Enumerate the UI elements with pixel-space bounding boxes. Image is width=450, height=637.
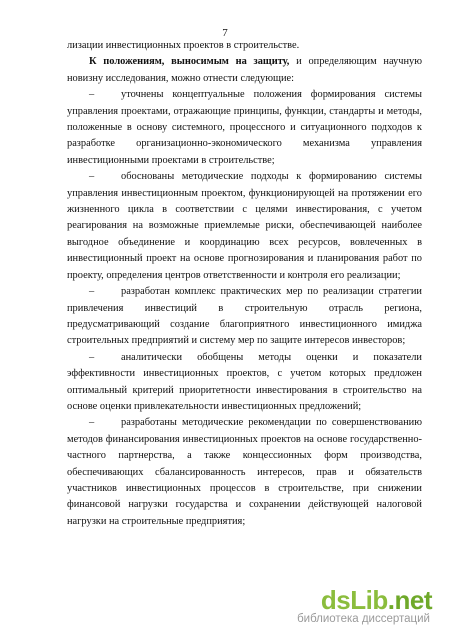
dash-marker: – [89, 89, 95, 101]
bullet-item-4 [67, 350, 422, 416]
bold-lead-in: К положениям, выносимым на защиту, [89, 56, 290, 68]
intro-rest: и определяющим научную новизну исследования, можно отнести следующие: [67, 56, 422, 84]
bullet-text-3: разработан комплекс практических мер по реализации стратегии привлечения инвестиций в строительную отрасль региона, предусматривающий создание благоприятного инвестиционного имиджа строительных предприятий и систему мер по защите интересов инвесторов; [67, 286, 422, 347]
watermark-logo-tld: .net [387, 585, 432, 615]
watermark [252, 587, 432, 631]
bullet-item-3 [67, 284, 422, 350]
document-body [67, 38, 422, 530]
dash-marker: – [89, 286, 95, 298]
bullet-item-2 [67, 169, 422, 284]
paragraph-intro [67, 54, 422, 87]
page-number: 7 [222, 27, 228, 39]
bullet-text-1: уточнены концептуальные положения формирования системы управления проектами, отражающие принципы, функции, стандарты и методы, положенные в основу системного, процессного и ситуационного подходов к разработке организационно-экономического механизма управления инвестиционными проектами в строительстве; [67, 89, 422, 166]
dash-marker: – [89, 417, 95, 429]
bullet-text-5: разработаны методические рекомендации по совершенствованию методов финансирования инвестиционных проектов на основе государственно-частного партнерства, а также концессионных форм производства, обеспечивающих сбалансированность интересов, прав и обязательств участников инвестиционных процессов в строительстве, при снижении финансовой нагрузки государства и сохранении действующей налоговой нагрузки на строительные предприятия; [67, 417, 422, 527]
bullet-text-2: обоснованы методические подходы к формированию системы управления инвестиционным проектом, функционирующей на протяжении его жизненного цикла в соответствии с целями инвестирования, с учетом реагирования на возможные приемлемые риски, обеспечивающей наиболее выгодное объединение и координацию всех ресурсов, вовлеченных в инвестиционный проект на основе прогнозирования и планирования работ по проекту, определения центров ответственности и контроля его реализации; [67, 171, 422, 281]
watermark-logo-main: dsLib [320, 585, 388, 615]
dash-marker: – [89, 171, 95, 183]
watermark-subtitle: библиотека диссертаций [297, 613, 430, 625]
dash-marker: – [89, 351, 95, 363]
bullet-text-4: аналитически обобщены методы оценки и показатели эффективности инвестиционных проектов, с учетом которых предложен оптимальный критерий приоритетности инвестирования в строительство на основе оценки привлекательности инвестиционных предложений; [67, 351, 422, 412]
paragraph-continuation: лизации инвестиционных проектов в строительстве. [67, 40, 300, 51]
bullet-item-1 [67, 87, 422, 169]
watermark-logo [321, 587, 432, 613]
bullet-item-5 [67, 415, 422, 530]
